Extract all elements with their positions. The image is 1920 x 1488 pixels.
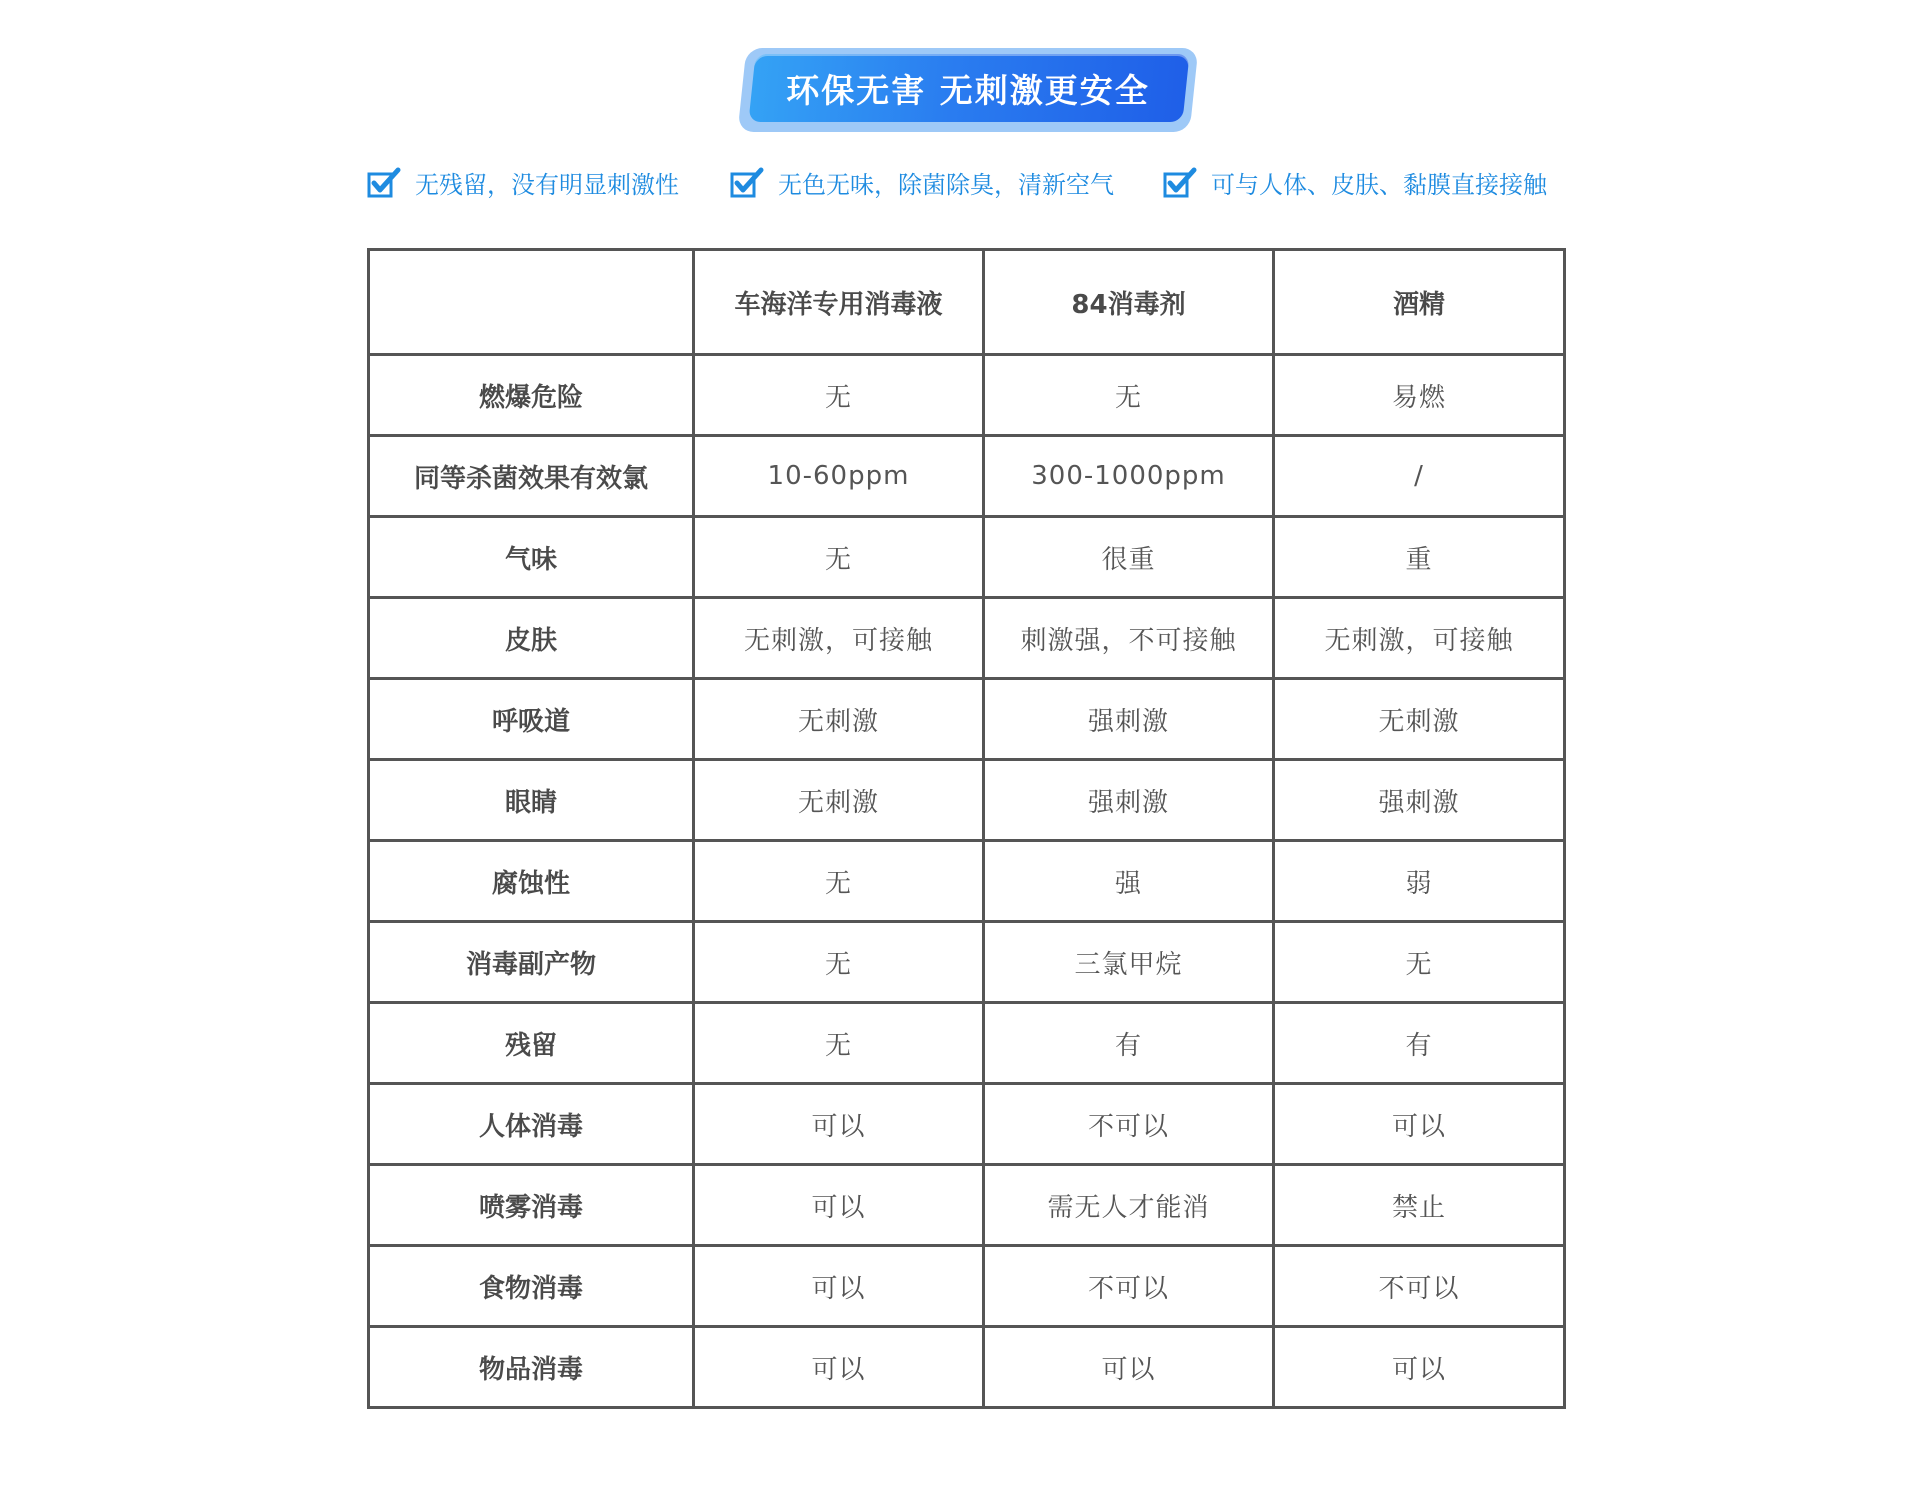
table-row xyxy=(369,1246,1565,1327)
table-cell: 无 xyxy=(694,517,984,598)
table-cell: 有 xyxy=(1274,1003,1565,1084)
checkbox-checked-icon xyxy=(730,166,764,198)
table-cell: 可以 xyxy=(694,1084,984,1165)
table-row xyxy=(369,1165,1565,1246)
table-cell: 可以 xyxy=(984,1327,1274,1408)
row-label: 消毒副产物 xyxy=(369,922,694,1003)
feature-item xyxy=(1163,162,1547,202)
table-cell: 10-60ppm xyxy=(694,436,984,517)
feature-item xyxy=(367,162,679,202)
table-cell: 强刺激 xyxy=(984,679,1274,760)
table-row xyxy=(369,517,1565,598)
table-cell: 无刺激 xyxy=(694,760,984,841)
feature-label: 可与人体、皮肤、黏膜直接接触 xyxy=(1211,170,1547,199)
table-cell: 三氯甲烷 xyxy=(984,922,1274,1003)
row-label: 眼睛 xyxy=(369,760,694,841)
comparison-table xyxy=(367,248,1566,1409)
checkbox-checked-icon xyxy=(1163,166,1197,198)
row-label: 腐蚀性 xyxy=(369,841,694,922)
column-header: 酒精 xyxy=(1274,250,1565,355)
table-cell: 无 xyxy=(984,355,1274,436)
table-cell: 不可以 xyxy=(984,1246,1274,1327)
row-label: 残留 xyxy=(369,1003,694,1084)
table-cell: 无 xyxy=(694,841,984,922)
table-header-row xyxy=(369,250,1565,355)
row-label: 燃爆危险 xyxy=(369,355,694,436)
table-row xyxy=(369,1327,1565,1408)
table-cell: 重 xyxy=(1274,517,1565,598)
table-cell: 需无人才能消 xyxy=(984,1165,1274,1246)
feature-label: 无残留，没有明显刺激性 xyxy=(415,170,679,199)
table-cell: 无刺激，可接触 xyxy=(694,598,984,679)
table-cell: 无刺激 xyxy=(1274,679,1565,760)
table-cell: / xyxy=(1274,436,1565,517)
column-header: 车海洋专用消毒液 xyxy=(694,250,984,355)
table-row xyxy=(369,598,1565,679)
table-row xyxy=(369,436,1565,517)
row-label: 同等杀菌效果有效氯 xyxy=(369,436,694,517)
table-cell: 不可以 xyxy=(1274,1246,1565,1327)
row-label: 气味 xyxy=(369,517,694,598)
row-label: 物品消毒 xyxy=(369,1327,694,1408)
table-cell: 可以 xyxy=(694,1246,984,1327)
row-label: 喷雾消毒 xyxy=(369,1165,694,1246)
table-cell: 300-1000ppm xyxy=(984,436,1274,517)
page-title: 环保无害 无刺激更安全 xyxy=(786,70,1150,110)
row-label: 呼吸道 xyxy=(369,679,694,760)
table-cell: 刺激强，不可接触 xyxy=(984,598,1274,679)
row-label: 人体消毒 xyxy=(369,1084,694,1165)
feature-label: 无色无味，除菌除臭，清新空气 xyxy=(778,170,1114,199)
table-cell: 可以 xyxy=(1274,1084,1565,1165)
table-row xyxy=(369,1003,1565,1084)
table-row xyxy=(369,355,1565,436)
row-label: 皮肤 xyxy=(369,598,694,679)
feature-item xyxy=(730,162,1114,202)
checkbox-checked-icon xyxy=(367,166,401,198)
table-cell: 强刺激 xyxy=(1274,760,1565,841)
table-cell: 无 xyxy=(694,922,984,1003)
table-cell: 弱 xyxy=(1274,841,1565,922)
table-cell: 有 xyxy=(984,1003,1274,1084)
column-header: 84消毒剂 xyxy=(984,250,1274,355)
title-badge xyxy=(742,48,1194,132)
table-row xyxy=(369,922,1565,1003)
table-cell: 很重 xyxy=(984,517,1274,598)
feature-list xyxy=(0,162,1920,202)
header-corner xyxy=(369,250,694,355)
table-cell: 无 xyxy=(1274,922,1565,1003)
table-row xyxy=(369,1084,1565,1165)
table-cell: 可以 xyxy=(694,1165,984,1246)
row-label: 食物消毒 xyxy=(369,1246,694,1327)
table-cell: 禁止 xyxy=(1274,1165,1565,1246)
table-cell: 可以 xyxy=(694,1327,984,1408)
table-row xyxy=(369,760,1565,841)
table-cell: 无刺激，可接触 xyxy=(1274,598,1565,679)
table-cell: 无 xyxy=(694,355,984,436)
table-cell: 易燃 xyxy=(1274,355,1565,436)
table-cell: 无刺激 xyxy=(694,679,984,760)
table-row xyxy=(369,841,1565,922)
table-cell: 强 xyxy=(984,841,1274,922)
table-cell: 不可以 xyxy=(984,1084,1274,1165)
table-cell: 可以 xyxy=(1274,1327,1565,1408)
table-row xyxy=(369,679,1565,760)
table-cell: 无 xyxy=(694,1003,984,1084)
table-cell: 强刺激 xyxy=(984,760,1274,841)
